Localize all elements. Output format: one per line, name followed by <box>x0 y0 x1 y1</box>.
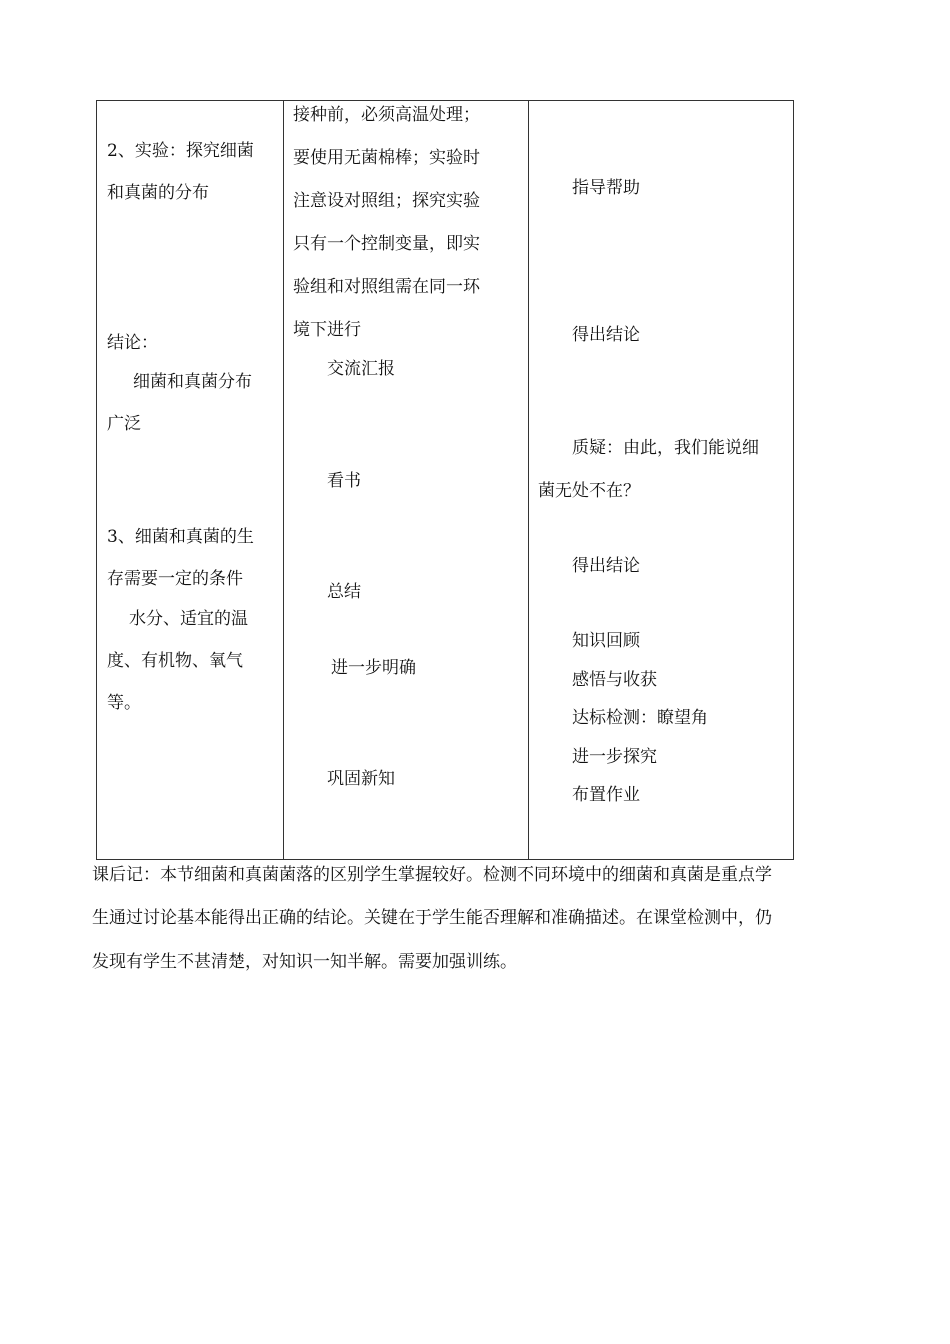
student-activity: 看书 <box>327 471 361 491</box>
column-divider <box>528 101 529 859</box>
student-activity: 总结 <box>327 582 361 602</box>
teacher-activity: 得出结论 <box>572 325 640 345</box>
note-line: 发现有学生不甚清楚，对知识一知半解。需要加强训练。 <box>92 952 517 972</box>
note-line: 生通过讨论基本能得出正确的结论。关键在于学生能否理解和准确描述。在课堂检测中，仍 <box>92 908 772 928</box>
procedure-line: 要使用无菌棉棒；实验时 <box>293 148 480 168</box>
teacher-activity: 进一步探究 <box>572 747 657 767</box>
note-line: 课后记：本节细菌和真菌菌落的区别学生掌握较好。检测不同环境中的细菌和真菌是重点学 <box>92 865 772 885</box>
conditions-text: 水分、适宜的温 <box>129 609 248 629</box>
teacher-activity: 指导帮助 <box>572 178 640 198</box>
procedure-line: 接种前，必须高温处理； <box>293 105 480 125</box>
teacher-activity: 得出结论 <box>572 556 640 576</box>
experiment-title: 和真菌的分布 <box>107 183 209 203</box>
column-divider <box>283 101 284 859</box>
procedure-line: 只有一个控制变量，即实 <box>293 234 480 254</box>
conditions-text: 度、有机物、氧气 <box>107 651 243 671</box>
conclusion-label: 结论： <box>107 333 158 353</box>
teacher-activity: 布置作业 <box>572 785 640 805</box>
teacher-activity: 达标检测：瞭望角 <box>572 708 708 728</box>
teacher-activity: 知识回顾 <box>572 631 640 651</box>
conditions-text: 等。 <box>107 693 141 713</box>
experiment-title: 2、实验：探究细菌 <box>107 141 254 161</box>
student-activity: 巩固新知 <box>327 769 395 789</box>
conclusion-text: 广泛 <box>107 414 141 434</box>
conclusion-text: 细菌和真菌分布 <box>133 372 252 392</box>
conditions-title: 存需要一定的条件 <box>107 569 243 589</box>
student-activity: 进一步明确 <box>331 658 416 678</box>
teacher-question: 质疑：由此，我们能说细 <box>572 438 759 458</box>
lesson-table <box>96 100 794 860</box>
teacher-question: 菌无处不在？ <box>538 481 640 501</box>
teacher-activity: 感悟与收获 <box>572 670 657 690</box>
procedure-line: 注意设对照组；探究实验 <box>293 191 480 211</box>
procedure-line: 境下进行 <box>293 320 361 340</box>
conditions-title: 3、细菌和真菌的生 <box>107 527 254 547</box>
student-activity: 交流汇报 <box>327 359 395 379</box>
procedure-line: 验组和对照组需在同一环 <box>293 277 480 297</box>
